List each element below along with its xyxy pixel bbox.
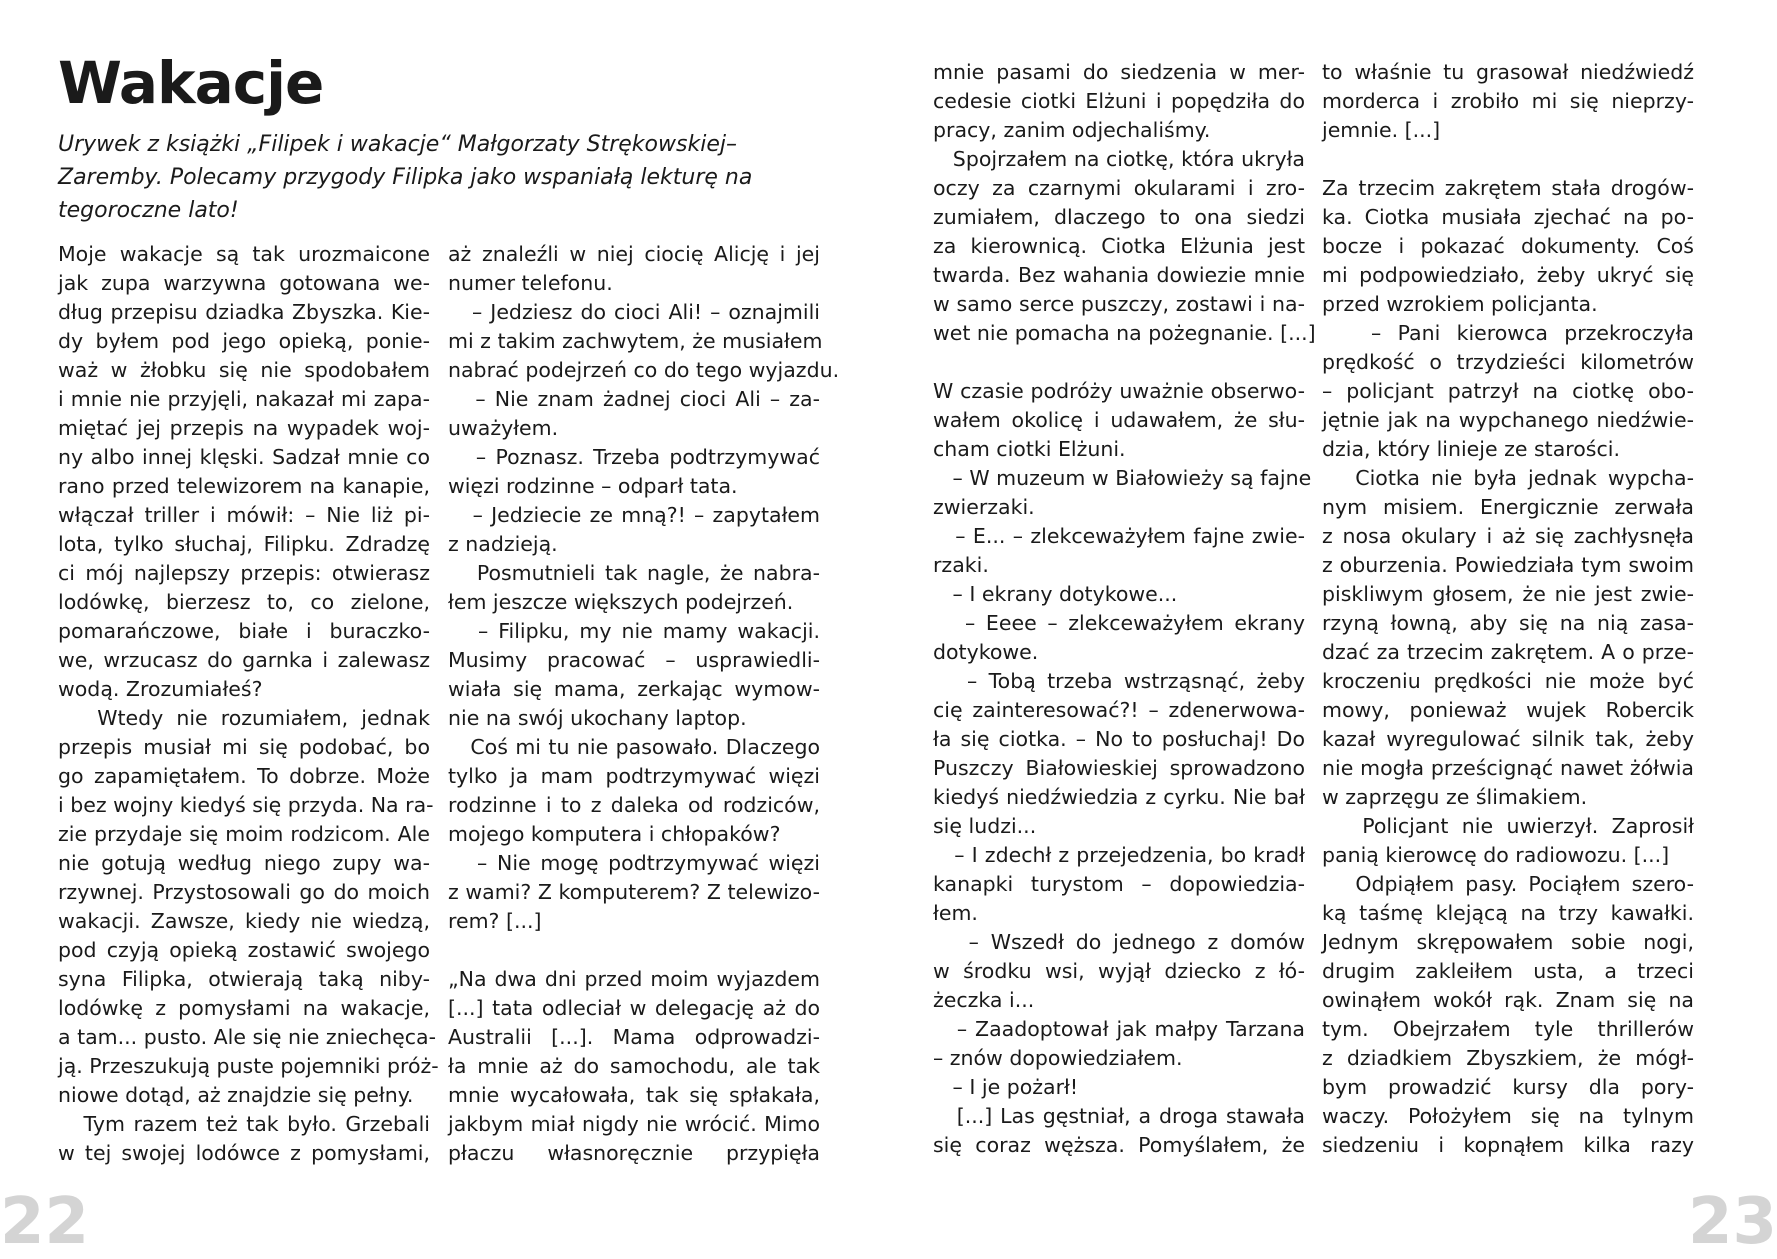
text-line: łem. (933, 901, 978, 925)
text-line: Moje wakacje są tak urozmaicone (58, 242, 430, 266)
text-line: – Tobą trzeba wstrząsnąć, żeby (933, 669, 1305, 693)
text-line: – znów dopowiedziałem. (933, 1046, 1183, 1070)
text-line: dy byłem pod jego opieką, ponie- (58, 329, 430, 353)
text-line: Puszczy Białowieskiej sprowadzono (933, 756, 1305, 780)
text-line: – I zdechł z przejedzenia, bo kradł (933, 843, 1305, 867)
text-line: mnie pasami do siedzenia w mer- (933, 60, 1305, 84)
text-column-1 (58, 240, 439, 1168)
text-line: – Eeee – zlekceważyłem ekrany (933, 611, 1305, 635)
text-line: zumiałem, dlaczego to ona siedzi (933, 205, 1305, 229)
text-line: kroczeniu prędkości nie może być (1322, 669, 1694, 693)
text-line: we, wrzucasz do garnka i zalewasz (58, 648, 430, 672)
text-line: – I ekrany dotykowe... (933, 582, 1178, 606)
text-line: w środku wsi, wyjął dziecko z łó- (933, 959, 1305, 983)
text-line: kazał wyregulować silnik tak, żeby (1322, 727, 1694, 751)
text-line: – Zaadoptował jak małpy Tarzana (933, 1017, 1305, 1041)
text-line: w samo serce puszczy, zostawi i na- (933, 292, 1305, 316)
text-line: a tam... pusto. Ale się nie zniechęca- (58, 1025, 436, 1049)
text-line: wiała się mama, zerkając wymow- (448, 677, 820, 701)
text-line: lota, tylko słuchaj, Filipku. Zdradzę (58, 532, 430, 556)
article-title: Wakacje (58, 49, 324, 117)
text-line: dzać za trzecim zakrętem. A o prze- (1322, 640, 1694, 664)
text-line: nym misiem. Energicznie zerwała (1322, 495, 1694, 519)
text-line: kiedyś niedźwiedzia z cyrku. Nie bał (933, 785, 1305, 809)
text-line: z oburzenia. Powiedziała tym swoim (1322, 553, 1694, 577)
text-line: z nosa okulary i aż się zachłysnęła (1322, 524, 1694, 548)
text-line (933, 348, 1305, 377)
text-line: prędkość o trzydzieści kilometrów (1322, 350, 1694, 374)
text-line: rzyną łowną, aby się na nią zasa- (1322, 611, 1694, 635)
text-line: jak zupa warzywna gotowana we- (58, 271, 430, 295)
text-line: kanapki turystom – dopowiedzia- (933, 872, 1305, 896)
text-line: ła mnie aż do samochodu, ale tak (448, 1054, 820, 1078)
text-line: żeczka i... (933, 988, 1035, 1012)
text-line: – Nie znam żadnej cioci Ali – za- (448, 387, 820, 411)
text-line: – Filipku, my nie mamy wakacji. (448, 619, 820, 643)
text-line: więzi rodzinne – odparł tata. (448, 474, 738, 498)
text-line: i mnie nie przyjęli, nakazał mi zapa- (58, 387, 430, 411)
text-line: pomarańczowe, białe i buraczko- (58, 619, 430, 643)
text-line: waczy. Położyłem się na tylnym (1322, 1104, 1694, 1128)
text-line: W czasie podróży uważnie obserwo- (933, 379, 1305, 403)
text-line: z nadzieją. (448, 532, 558, 556)
text-line: cedesie ciotki Elżuni i popędziła do (933, 89, 1305, 113)
text-line: Ciotka nie była jednak wypcha- (1322, 466, 1694, 490)
text-line: włączał triller i mówił: – Nie liż pi- (58, 503, 430, 527)
text-line: Za trzecim zakrętem stała drogów- (1322, 176, 1694, 200)
text-line: nie na swój ukochany laptop. (448, 706, 747, 730)
text-line: wet nie pomacha na pożegnanie. [...] (933, 321, 1316, 345)
text-line (1322, 145, 1694, 174)
text-line: – I je pożarł! (933, 1075, 1079, 1099)
text-line: mnie wycałowała, tak się spłakała, (448, 1083, 820, 1107)
text-line: Jednym skrępowałem sobie nogi, (1322, 930, 1694, 954)
text-line: rodzinne i to z daleka od rodziców, (448, 793, 820, 817)
page-number-right: 23 (1688, 1185, 1777, 1259)
text-line: twarda. Bez wahania dowiezie mnie (933, 263, 1305, 287)
text-line: panią kierowcę do radiowozu. [...] (1322, 843, 1670, 867)
text-line: zie przydaje się moim rodzicom. Ale (58, 822, 430, 846)
text-line: się ludzi... (933, 814, 1037, 838)
text-line: dzia, który linieje ze starości. (1322, 437, 1620, 461)
text-line: wodą. Zrozumiałeś? (58, 677, 263, 701)
text-line: pracy, zanim odjechaliśmy. (933, 118, 1211, 142)
text-line: dług przepisu dziadka Zbyszka. Kie- (58, 300, 430, 324)
text-line: jemnie. [...] (1322, 118, 1441, 142)
text-line: Wtedy nie rozumiałem, jednak (58, 706, 430, 730)
text-line: za kierownicą. Ciotka Elżunia jest (933, 234, 1305, 258)
text-line: się coraz węższa. Pomyślałem, że (933, 1133, 1305, 1157)
text-line: w zaprzęgu ze ślimakiem. (1322, 785, 1588, 809)
text-column-2 (448, 240, 840, 1168)
text-line: płaczu własnoręcznie przypięła (448, 1141, 820, 1165)
text-line: drugim zakleiłem usta, a trzeci (1322, 959, 1694, 983)
text-line: – policjant patrzył na ciotkę obo- (1322, 379, 1694, 403)
text-column-3 (933, 58, 1316, 1160)
text-line: mowy, ponieważ wujek Robercik (1322, 698, 1694, 722)
text-line: Coś mi tu nie pasowało. Dlaczego (448, 735, 820, 759)
text-line: wałem okolicę i udawałem, że słu- (933, 408, 1305, 432)
text-line: Spojrzałem na ciotkę, która ukryła (933, 147, 1305, 171)
text-line: niowe dotąd, aż znajdzie się pełny. (58, 1083, 414, 1107)
text-line: – Poznasz. Trzeba podtrzymywać (448, 445, 820, 469)
text-line: mi podpowiedziało, żeby ukryć się (1322, 263, 1694, 287)
text-line: – Jedziecie ze mną?! – zapytałem (448, 503, 820, 527)
text-line: łem jeszcze większych podejrzeń. (448, 590, 794, 614)
text-line: pod czyją opieką zostawić swojego (58, 938, 430, 962)
text-line: nie gotują według niego zupy wa- (58, 851, 430, 875)
text-line: [...] tata odleciał w delegację aż do (448, 996, 820, 1020)
text-line: mojego komputera i chłopaków? (448, 822, 781, 846)
text-line: to właśnie tu grasował niedźwiedź (1322, 60, 1694, 84)
text-line: numer telefonu. (448, 271, 613, 295)
text-line: wakacji. Zawsze, kiedy nie wiedzą, (58, 909, 430, 933)
text-line: z dziadkiem Zbyszkiem, że mógł- (1322, 1046, 1694, 1070)
text-line: Policjant nie uwierzył. Zaprosił (1322, 814, 1694, 838)
text-line: dotykowe. (933, 640, 1039, 664)
text-column-4 (1322, 58, 1694, 1160)
text-line: zwierzaki. (933, 495, 1035, 519)
text-line: siedzeniu i kopnąłem kilka razy (1322, 1133, 1694, 1157)
text-line: cię zainteresować?! – zdenerwowa- (933, 698, 1305, 722)
text-line: [...] Las gęstniał, a droga stawała (933, 1104, 1305, 1128)
text-line: morderca i zrobiło mi się nieprzy- (1322, 89, 1694, 113)
page-number-left: 22 (0, 1185, 90, 1259)
text-line: owinąłem wokół rąk. Znam się na (1322, 988, 1694, 1012)
text-line: mi z takim zachwytem, że musiałem (448, 329, 823, 353)
text-line: Posmutnieli tak nagle, że nabra- (448, 561, 820, 585)
text-line: aż znaleźli w niej ciocię Alicję i jej (448, 242, 820, 266)
text-line: rzaki. (933, 553, 989, 577)
text-line: przepis musiał mi się podobać, bo (58, 735, 430, 759)
text-line: jętnie jak na wypchanego niedźwie- (1322, 408, 1694, 432)
text-line: bocze i pokazać dokumenty. Coś (1322, 234, 1694, 258)
text-line: przed wzrokiem policjanta. (1322, 292, 1598, 316)
text-line: oczy za czarnymi okularami i zro- (933, 176, 1305, 200)
text-line: nabrać podejrzeń co do tego wyjazdu. (448, 358, 840, 382)
text-line: syna Filipka, otwierają taką niby- (58, 967, 430, 991)
text-line: go zapamiętałem. To dobrze. Może (58, 764, 430, 788)
text-line: uważyłem. (448, 416, 559, 440)
text-line: i bez wojny kiedyś się przyda. Na ra- (58, 793, 434, 817)
text-line: tym. Obejrzałem tyle thrillerów (1322, 1017, 1694, 1041)
text-line: ci mój najlepszy przepis: otwierasz (58, 561, 430, 585)
text-line: – Pani kierowca przekroczyła (1322, 321, 1694, 345)
text-line: tylko ja mam podtrzymywać więzi (448, 764, 820, 788)
text-line: miętać jej przepis na wypadek woj- (58, 416, 430, 440)
article-intro: Urywek z książki „Filipek i wakacje“ Małgorzaty Strękowskiej–Zaremby. Polecamy przygody Filipka jako wspaniałą lekturę na tegoroczne lato! (58, 132, 753, 223)
text-line: rano przed telewizorem na kanapie, (58, 474, 430, 498)
text-line: cham ciotki Elżuni. (933, 437, 1126, 461)
text-line: Musimy pracować – usprawiedli- (448, 648, 820, 672)
text-line: ką taśmę klejącą na trzy kawałki. (1322, 901, 1694, 925)
text-line: rzywnej. Przystosowali go do moich (58, 880, 430, 904)
text-line: z wami? Z komputerem? Z telewizo- (448, 880, 820, 904)
text-line: – Jedziesz do cioci Ali! – oznajmili (448, 300, 820, 324)
text-line: ją. Przeszukują puste pojemniki próż- (58, 1054, 439, 1078)
text-line: ny albo innej klęski. Sadzał mnie co (58, 445, 430, 469)
text-line: – Wszedł do jednego z domów (933, 930, 1305, 954)
text-line: w tej swojej lodówce z pomysłami, (58, 1141, 430, 1165)
text-line: Odpiąłem pasy. Pociąłem szero- (1322, 872, 1694, 896)
text-line: „Na dwa dni przed moim wyjazdem (448, 967, 820, 991)
text-line: ła się ciotka. – No to posłuchaj! Do (933, 727, 1305, 751)
text-line: Australii [...]. Mama odprowadzi- (448, 1025, 820, 1049)
text-line: – Nie mogę podtrzymywać więzi (448, 851, 820, 875)
text-line: jakbym miał nigdy nie wrócić. Mimo (448, 1112, 820, 1136)
text-line: bym prowadzić kursy dla pory- (1322, 1075, 1694, 1099)
text-line: nie mogła prześcignąć nawet żółwia (1322, 756, 1694, 780)
text-line: lodówkę z pomysłami na wakacje, (58, 996, 430, 1020)
text-line: ka. Ciotka musiała zjechać na po- (1322, 205, 1694, 229)
text-line: piskliwym głosem, że nie jest zwie- (1322, 582, 1694, 606)
text-line: – E... – zlekceważyłem fajne zwie- (933, 524, 1305, 548)
text-line: lodówkę, bierzesz to, co zielone, (58, 590, 430, 614)
text-line: rem? [...] (448, 909, 542, 933)
text-line: waż w żłobku się nie spodobałem (58, 358, 430, 382)
text-line: – W muzeum w Białowieży są fajne (933, 466, 1312, 490)
text-line: Tym razem też tak było. Grzebali (58, 1112, 430, 1136)
text-line (448, 936, 820, 965)
